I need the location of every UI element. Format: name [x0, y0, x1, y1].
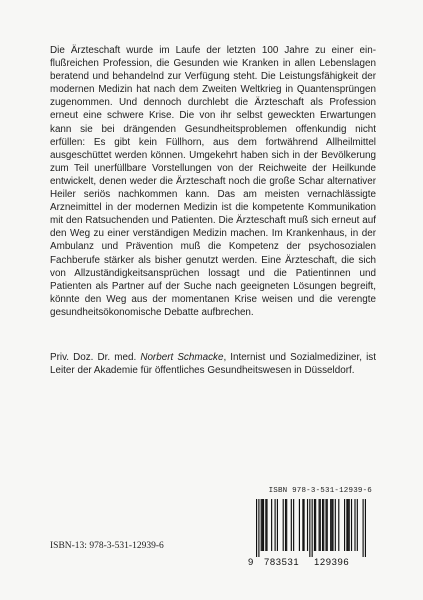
barcode-bar [277, 499, 278, 551]
barcode-bar [323, 499, 324, 551]
barcode-bar [349, 499, 350, 551]
barcode-bar [263, 499, 264, 551]
barcode-right-group: 129396 [314, 557, 350, 568]
barcode-bar [331, 499, 332, 551]
barcode-bar [338, 499, 339, 551]
barcode-bar [307, 499, 308, 551]
barcode-bar [261, 499, 262, 551]
author-title: Priv. Doz. Dr. med. [50, 352, 137, 363]
barcode-bar [344, 499, 345, 551]
author-description: , Internist und Sozialmediziner, ist Leiter der Akademie für öffentliches Gesundheitswesen in Düsseldorf. [50, 352, 376, 377]
barcode-bar [286, 499, 287, 551]
barcode-bar [357, 499, 358, 551]
author-name: Norbert Schmacke [140, 352, 224, 363]
barcode-bar [291, 499, 292, 551]
barcode-bar [258, 499, 259, 557]
barcode-isbn-label: ISBN 978-3-531-12939-6 [268, 487, 372, 495]
barcode-bar [293, 499, 294, 551]
blurb-paragraph: Die Ärzteschaft wurde im Laufe der letzten 100 Jahre zu einer einflußreichen Profession, die Gesunden wie Kranken in allen Lebenslagen beratend und behandelnd zur Verfügung steht. Die Leistungsfähigkeit der modernen Medizin hat nach dem Zweiten Weltkrieg in Quantensprüngen zugenommen. Und dennoch durchlebt die Ärzteschaft als Profession erneut eine schwere Krise. Die von ihr selbst geweckten Erwartungen kann sie bei drängenden Gesundheitsproblemen offenkundig nicht erfüllen: Es gibt kein Füllhorn, aus dem fortwährend Allheilmittel ausgeschüttet werden können. Umgekehrt haben sich in der Bevölkerung zum Teil unerfüllbare Vorstellungen von der Reichweite der Heilkunde entwickelt, denen weder die Ärzteschaft noch die große Schar alternativer Heiler seriös nachkommen kann. Das am meisten vernachlässigte Arzneimittel in der modernen Medizin ist die kompetente Kommunikation mit den Ratsuchenden und Patienten. Die Ärzteschaft muß sich erneut auf den Weg zu einer verständigen Medizin machen. Im Krankenhaus, in der Ambulanz und Prävention muß die Kompetenz der psychosozialen Fachberufe stärker als bisher genutzt werden. Eine Ärzteschaft, die sich von Allzuständigkeitsansprüchen lossagt und die Patientinnen und Patienten als Partner auf der Suche nach geeigneten Lösungen begreift, könnte den Weg aus der momentanen Krise weisen und die verengte gesundheitsökonomische Debatte aufbrechen. [50, 45, 376, 318]
barcode-first-digit: 9 [248, 557, 254, 568]
barcode-bar [315, 499, 316, 551]
author-bio [50, 351, 376, 377]
barcode-bar [327, 499, 328, 551]
barcode-bar [365, 499, 366, 557]
barcode-bar [332, 499, 333, 551]
barcode-bar [314, 499, 315, 551]
barcode-bar [319, 499, 320, 551]
barcode-bar [283, 499, 284, 551]
barcode-bar [320, 499, 321, 551]
barcode-bar [262, 499, 263, 551]
barcode-bar [325, 499, 326, 551]
barcode-bar [275, 499, 276, 551]
barcode-bar [322, 499, 323, 551]
isbn-13-label: ISBN-13: 978-3-531-12939-6 [50, 541, 164, 551]
barcode-bar [335, 499, 336, 551]
barcode-left-group: 783531 [264, 557, 300, 568]
barcode-bar [346, 499, 347, 551]
barcode-block [248, 487, 372, 571]
barcode-bar [354, 499, 355, 551]
barcode-bar [363, 499, 364, 557]
barcode-bar [266, 499, 267, 551]
barcode-bar [309, 499, 310, 557]
barcode-bar [347, 499, 348, 551]
blurb-text-block [50, 44, 376, 319]
barcode-bar [303, 499, 304, 551]
barcode-bar [302, 499, 303, 551]
barcode-bar [312, 499, 313, 557]
barcode-bar [351, 499, 352, 551]
barcode-bar [299, 499, 300, 551]
barcode-bar [271, 499, 272, 551]
ean13-barcode [256, 499, 366, 557]
barcode-bar [265, 499, 266, 551]
barcode-bar [285, 499, 286, 551]
barcode-bar [256, 499, 257, 557]
barcode-bar [330, 499, 331, 551]
